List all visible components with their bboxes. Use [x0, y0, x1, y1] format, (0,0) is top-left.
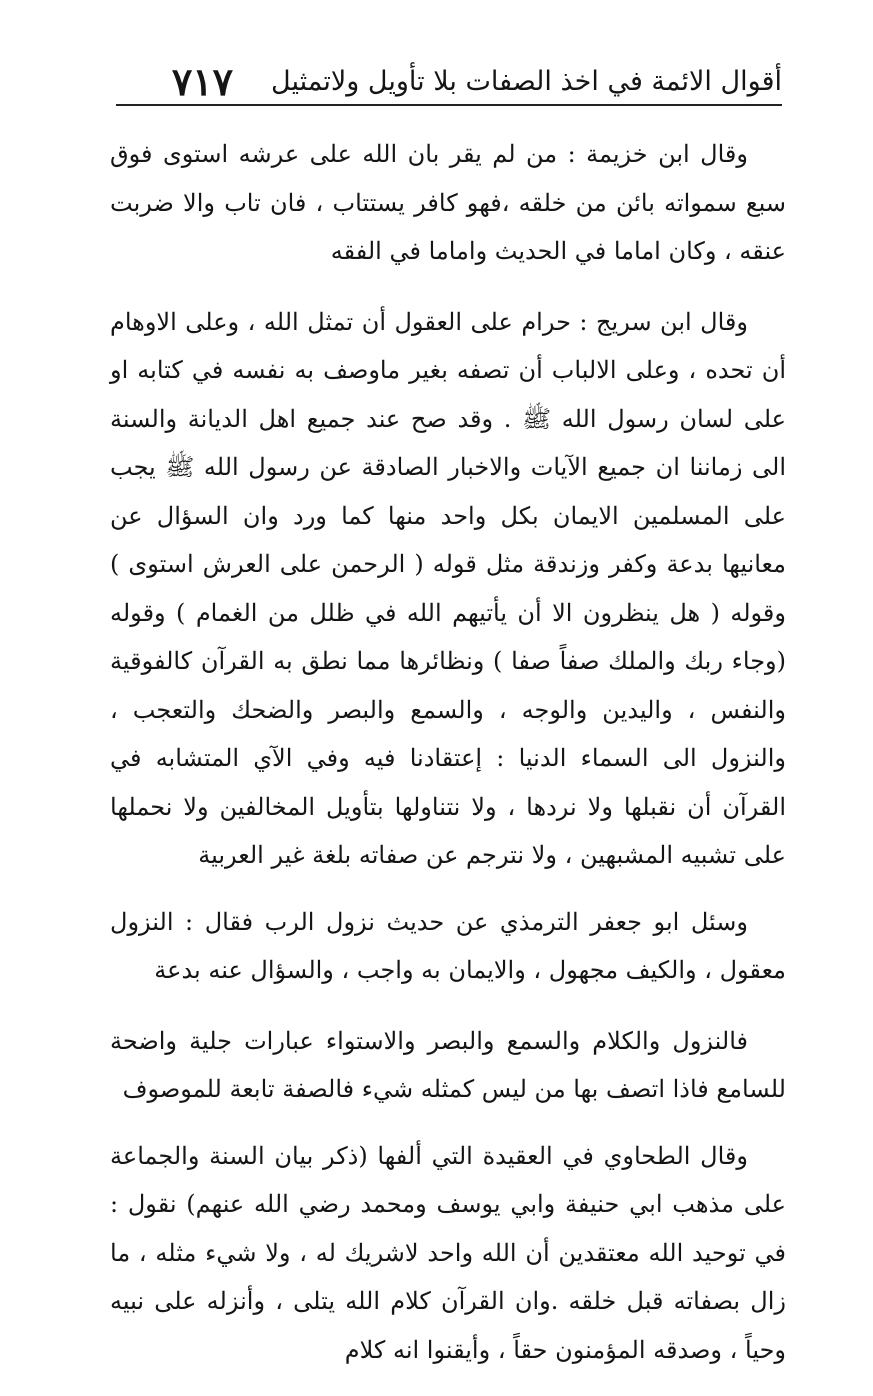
paragraph-ibn-surayj: وقال ابن سريج : حرام على العقول أن تمثل الله ، وعلى الاوهام أن تحده ، وعلى الالباب أن تصفه بغير ماوصف به نفسه في كتابه او على لسان رسول الله ﷺ . وقد صح عند جميع اهل الديانة والسنة الى زماننا ان جميع الآيات والاخبار الصادقة عن رسول الله ﷺ يجب على المسلمين الايمان بكل واحد منها كما ورد وان السؤال عن معانيها بدعة وكفر وزندقة مثل قوله ( الرحمن على العرش استوى ) وقوله ( هل ينظرون الا أن يأتيهم الله في ظلل من الغمام ) وقوله (وجاء ربك والملك صفاً صفا ) ونظائرها مما نطق به القرآن كالفوقية والنفس ، واليدين والوجه ، والسمع والبصر والضحك والتعجب ، والنزول الى السماء الدنيا : إعتقادنا فيه وفي الآي المتشابه في القرآن أن نقبلها ولا نردها ، ولا نتناولها بتأويل المخالفين ولا نحملها على تشبيه المشبهين ، ولا نترجم عن صفاته بلغة غير العربية [110, 307, 787, 869]
paragraph-ibn-khuzaymah: وقال ابن خزيمة : من لم يقر بان الله على عرشه استوى فوق سبع سمواته بائن من خلقه ،فهو كافر يستتاب ، فان تاب والا ضربت عنقه ، وكان اماما في الحديث واماما في الفقه [110, 140, 786, 265]
paragraph-tirmidhi: وسئل ابو جعفر الترمذي عن حديث نزول الرب فقال : النزول معقول ، والكيف مجهول ، والايمان به واجب ، والسؤال عنه بدعة [110, 907, 786, 984]
paragraph-tahawi: وقال الطحاوي في العقيدة التي ألفها (ذكر بيان السنة والجماعة على مذهب ابي حنيفة وابي يوسف ومحمد رضي الله عنهم) نقول : في توحيد الله معتقدين أن الله واحد لاشريك له ، ولا شيء مثله ، ما زال بصفاته قبل خلقه .وان القرآن كلام الله يتلى ، وأنزله على نبيه وحياً ، وصدقه المؤمنون حقاً ، وأيقنوا انه كلام [110, 1141, 786, 1364]
running-title: أقوال الائمة في اخذ الصفات بلا تأويل ولاتمثيل [271, 66, 782, 97]
page-number: ٧١٧ [171, 59, 234, 104]
page-header [110, 58, 782, 106]
paragraph-attributes-note: فالنزول والكلام والسمع والبصر والاستواء عبارات جلية واضحة للسامع فاذا اتصف بها من ليس كمثله شيء فالصفة تابعة للموصوف [110, 1026, 786, 1103]
header-divider [116, 104, 782, 106]
page-body [110, 130, 786, 1396]
